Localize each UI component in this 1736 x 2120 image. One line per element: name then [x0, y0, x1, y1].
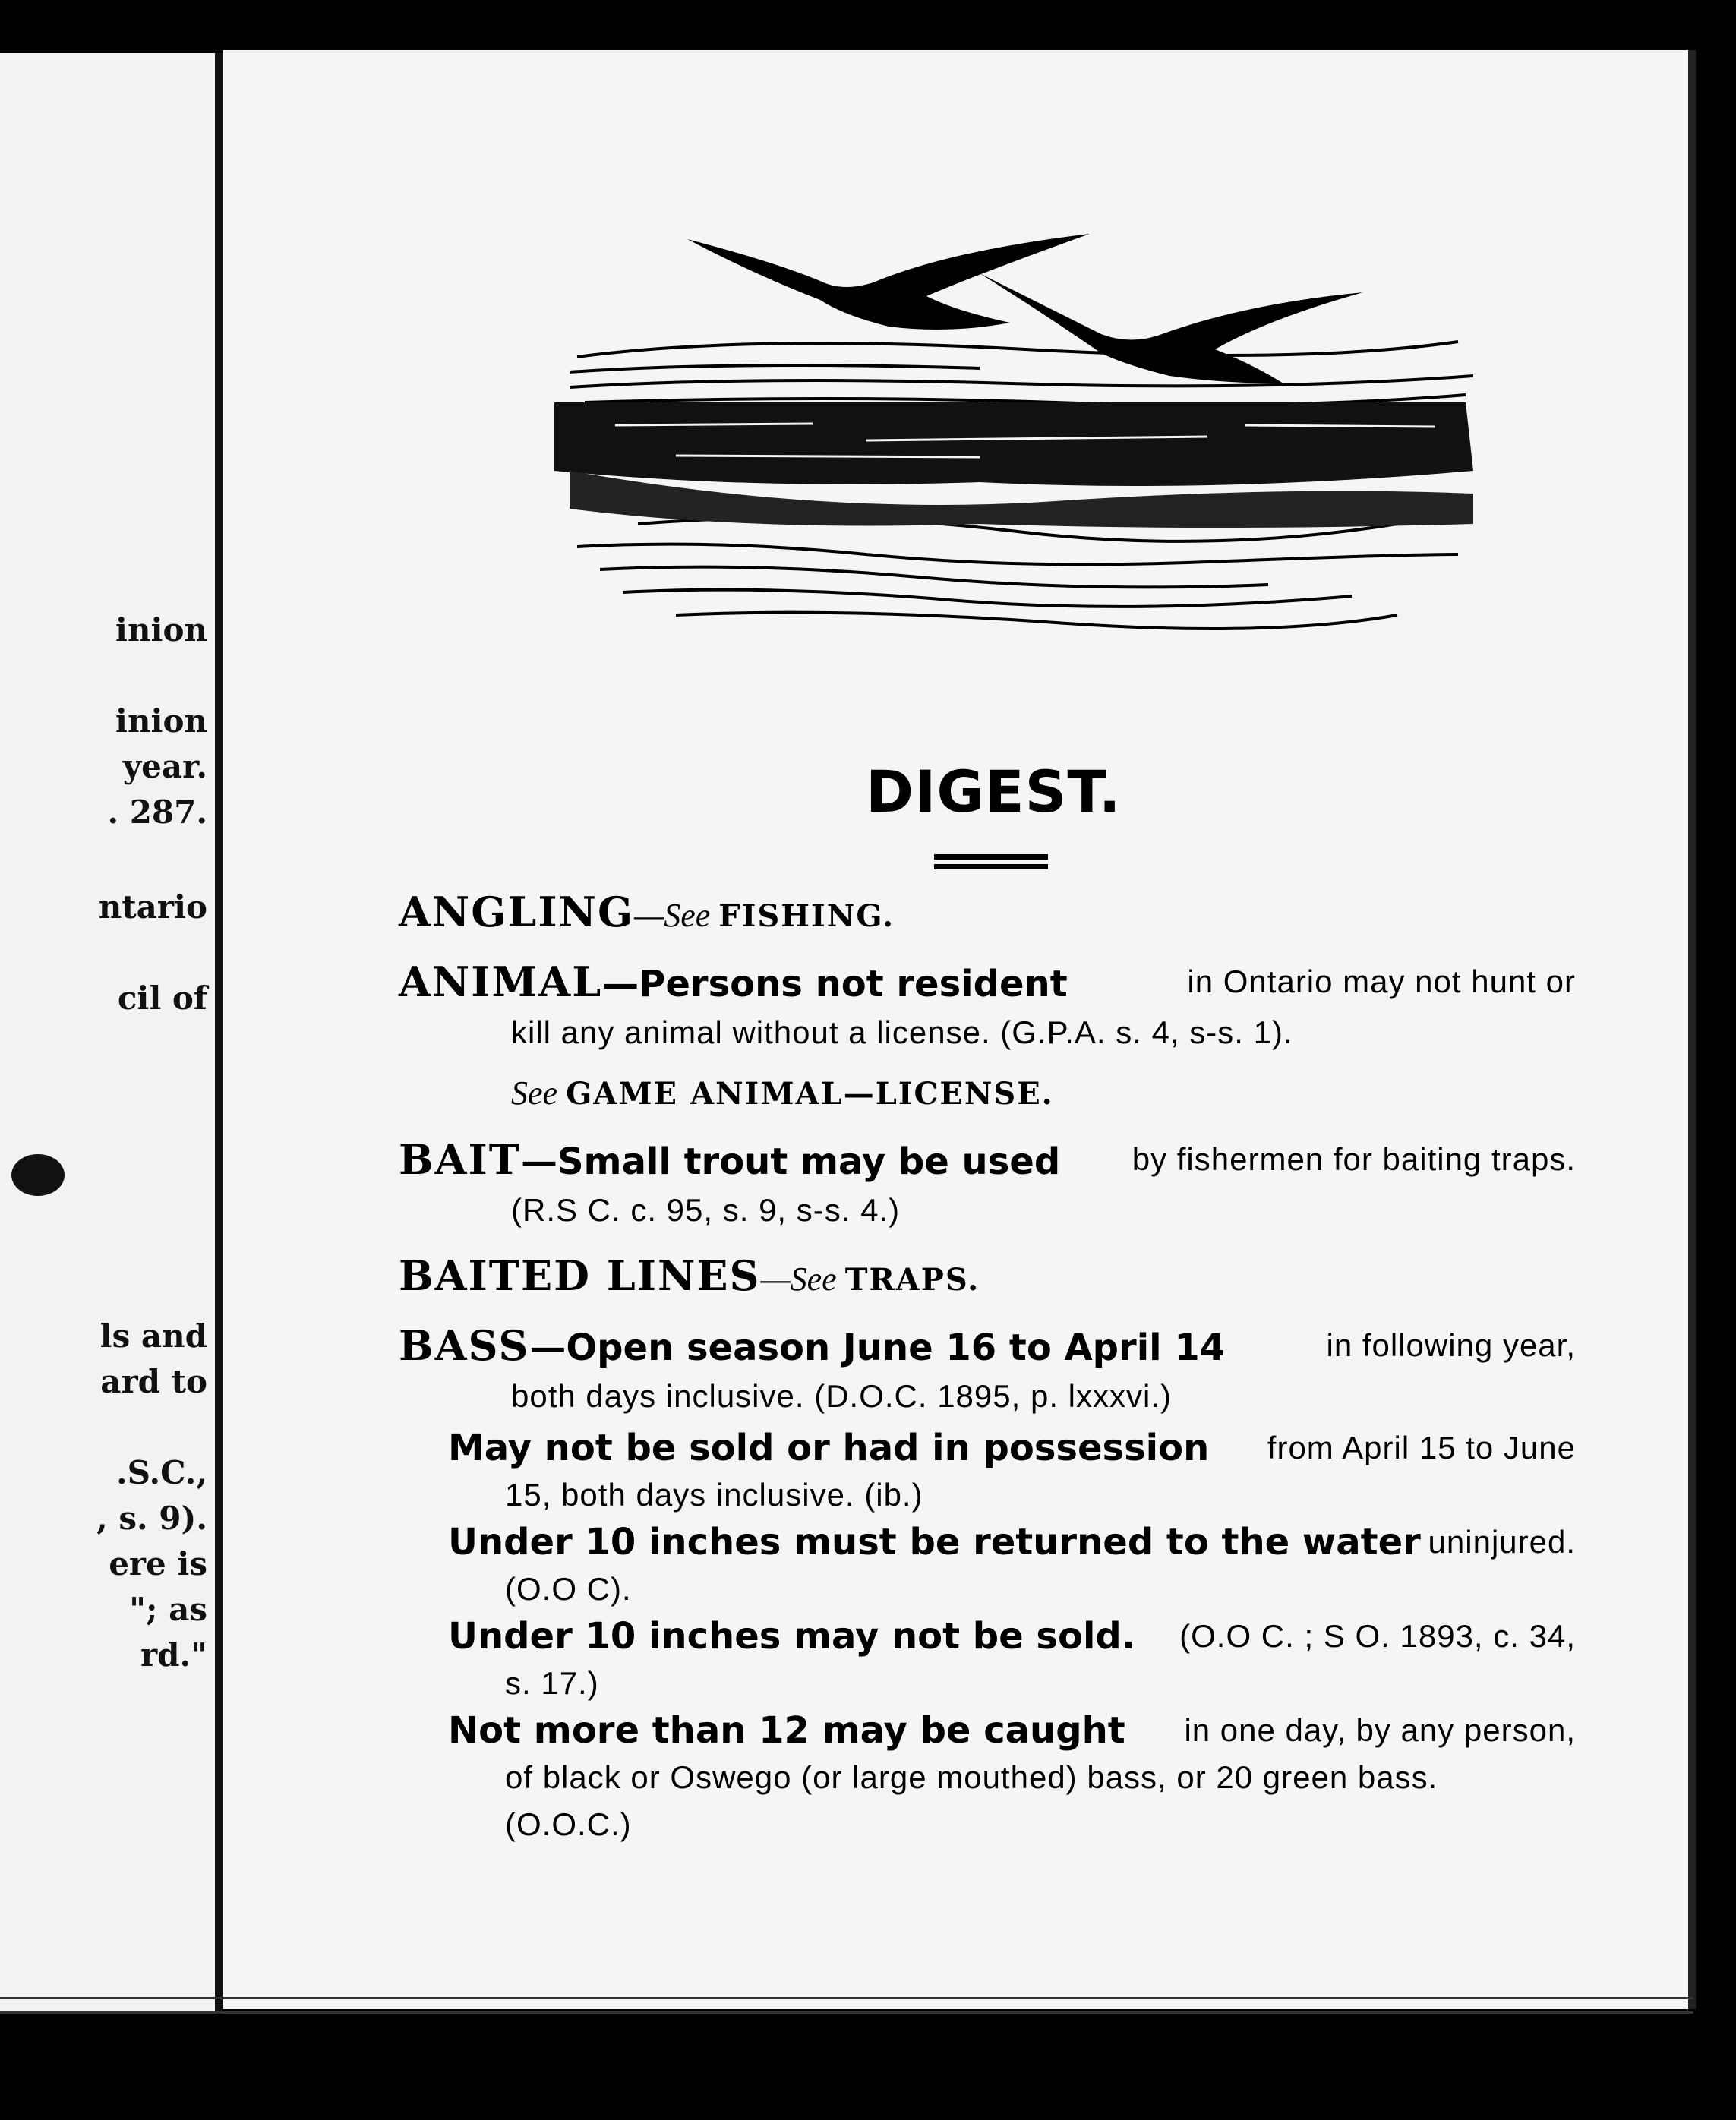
entry-text: uninjured. [1428, 1524, 1576, 1560]
left-text-line: ere is [109, 1545, 207, 1582]
left-text-line: , s. 9). [96, 1500, 207, 1537]
left-page-fragment [0, 53, 215, 2012]
see-reference-label: —See [634, 897, 711, 934]
entry-angling [399, 888, 1576, 940]
left-text-line: . 287. [107, 793, 207, 831]
cross-reference: GAME ANIMAL—LICENSE. [566, 1076, 1054, 1112]
cross-reference: TRAPS. [844, 1262, 980, 1298]
entry-text: (R.S C. c. 95, s. 9, s-s. 4.) [511, 1192, 901, 1228]
entry-text: kill any animal without a license. (G.P.A. s. 4, s-s. 1). [511, 1014, 1293, 1050]
entry-bold-text: —Open season June 16 to April 14 [529, 1327, 1226, 1369]
left-text-line: ard to [100, 1363, 207, 1400]
entry-text: both days inclusive. (D.O.C. 1895, p. lxxxvi.) [511, 1378, 1172, 1414]
entry-text: s. 17.) [505, 1665, 599, 1701]
entry-text: from April 15 to June [1267, 1430, 1576, 1465]
entry-text: of black or Oswego (or large mouthed) bass, or 20 green bass. [505, 1759, 1438, 1795]
entry-bold-text: —Persons not resident [602, 963, 1068, 1005]
left-text-line: year. [122, 748, 207, 785]
page-title: DIGEST. [866, 758, 1122, 825]
page-edge [1688, 50, 1696, 2009]
bass-rule-size-return [399, 1519, 1576, 1613]
see-reference-label: See [511, 1074, 558, 1112]
entry-bold-text: Under 10 inches may not be sold. [448, 1615, 1135, 1658]
entry-text: 15, both days inclusive. (ib.) [505, 1477, 923, 1513]
left-text-line: "; as [129, 1591, 207, 1628]
entry-baited-lines [399, 1252, 1576, 1304]
left-text-line: ls and [99, 1317, 207, 1355]
entry-text: by fishermen for baiting traps. [1132, 1141, 1576, 1177]
entry-bold-text: May not be sold or had in possession [448, 1427, 1210, 1469]
flying-birds-over-water-icon [524, 220, 1481, 645]
entry-bass [399, 1322, 1576, 1848]
see-reference-label: —See [760, 1260, 837, 1298]
digest-body [399, 888, 1576, 1866]
entry-text: in one day, by any person, [1184, 1712, 1576, 1748]
left-text-line: inion [115, 611, 207, 648]
left-text-line: ntario [98, 888, 207, 926]
entry-bold-text: —Small trout may be used [520, 1140, 1061, 1183]
entry-bold-text: Under 10 inches must be returned to the water [448, 1521, 1421, 1563]
bass-rule-sale [399, 1424, 1576, 1519]
left-text-line: inion [115, 702, 207, 740]
entry-text: (O.O C). [505, 1571, 632, 1607]
left-text-line: rd." [140, 1636, 207, 1674]
bass-rule-size-sale [399, 1613, 1576, 1707]
title-divider [934, 854, 1048, 860]
entry-animal [399, 958, 1576, 1118]
entry-text: (O.O.C.) [505, 1806, 632, 1842]
ink-blot [11, 1154, 65, 1196]
left-text-line: cil of [117, 980, 207, 1017]
cross-reference: FISHING. [718, 898, 895, 934]
entry-heading: ANIMAL [399, 957, 603, 1006]
entry-heading: ANGLING [399, 888, 635, 936]
entry-bold-text: Not more than 12 may be caught [448, 1709, 1125, 1752]
entry-heading: BAITED LINES [399, 1251, 761, 1300]
title-divider [934, 864, 1048, 869]
entry-heading: BAIT [399, 1135, 521, 1184]
entry-text: (O.O C. ; S O. 1893, c. 34, [1179, 1618, 1576, 1654]
entry-text: in Ontario may not hunt or [1187, 964, 1576, 999]
page-gutter [215, 53, 223, 2012]
entry-text: in following year, [1326, 1327, 1576, 1363]
bass-rule-catch-limit [399, 1707, 1576, 1848]
entry-bait [399, 1136, 1576, 1234]
entry-heading: BASS [399, 1321, 530, 1370]
bottom-rules [0, 1997, 1693, 2014]
left-text-line: .S.C., [115, 1454, 207, 1491]
